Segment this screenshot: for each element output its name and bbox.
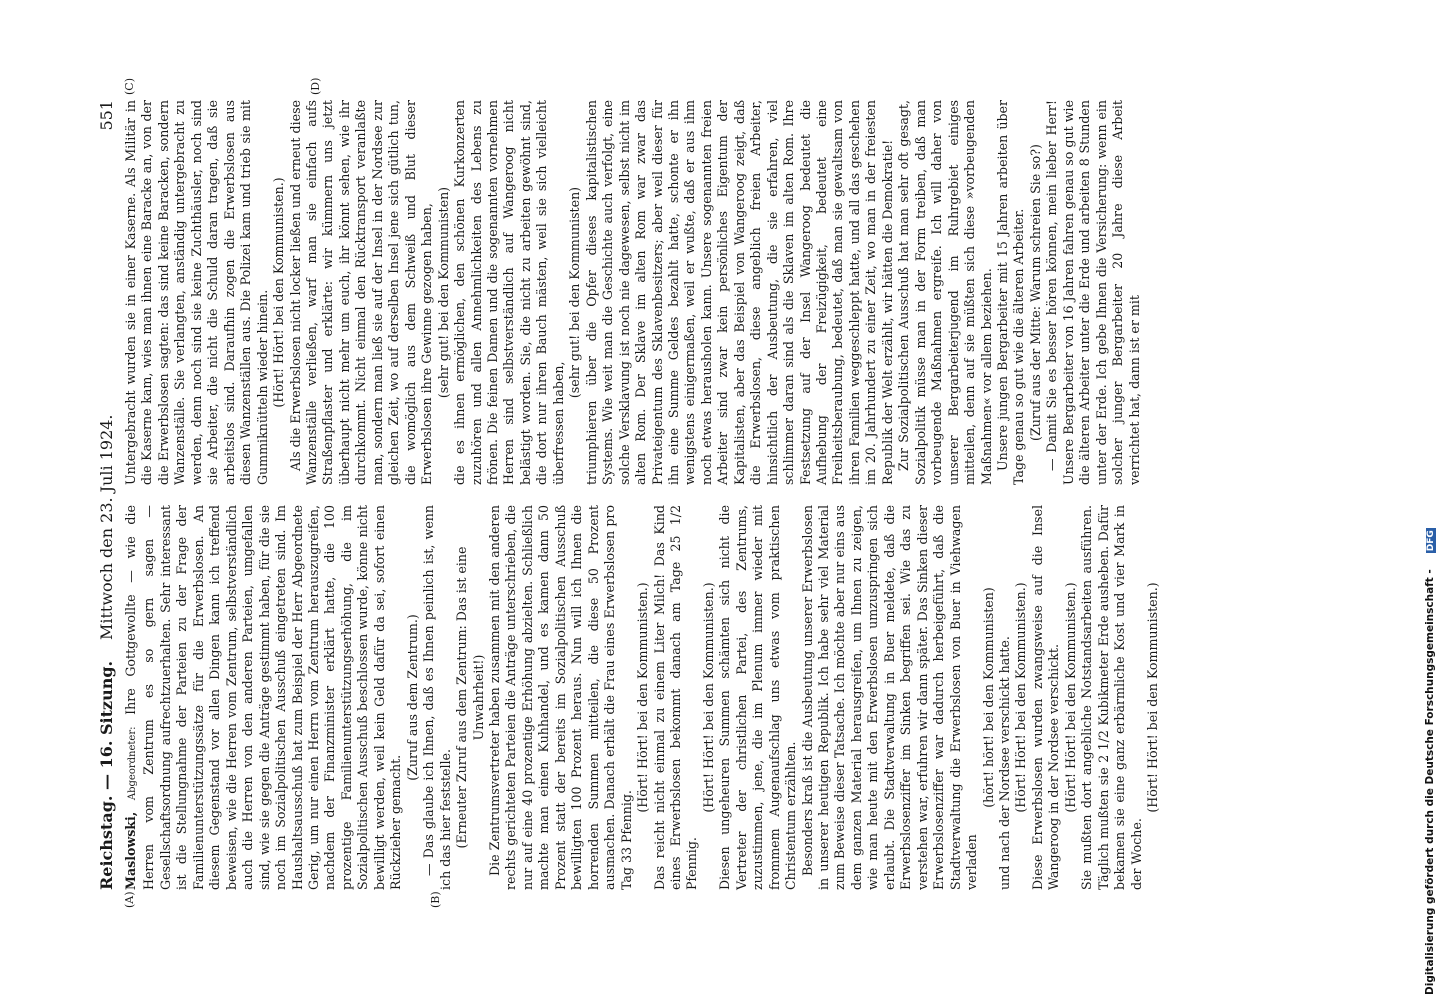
paragraph: Zur Sozialpolitischen Ausschuß hat man sehr oft gesagt, Sozialpolitik müsse man in der Form treiben, daß man vorbeugende Maßnahmen ergreife. Ich will daher von unserer Bergarbeiterjugend im Ruhrgebiet einiges mitteilen, denn auf sie müßten sich diese »vorbeugenden Maßnahmen« vor allem beziehen. — [896, 100, 994, 485]
header-date: Mittwoch den 23. Juli 1924. — [97, 414, 116, 640]
paragraph: die es ihnen ermöglichen, den schönen Kurkonzerten zuzuhören und allen Annehmlichkeiten des Lebens zu frönen. Die feinen Damen und die sogenannten vornehmen Herren sind selbstverständlich auf Wangeroog nicht belästigt worden. Sie, die nicht zu arbeiten gewöhnt sind, die dort nur ihren Bauch mästen, weil sie sich vielleicht überfressen haben, — [452, 100, 566, 485]
paragraph: Diesen ungeheuren Summen schämten sich nicht die Vertreter der christlichen Partei, des Zentrums, zuzustimmen, jene, die im Plenum immer wieder mit frommem Augenaufschlag uns etwas vom praktischen Christentum erzählten. — [717, 505, 799, 890]
interjection: (Hört! Hört! bei den Kommunisten.) — [635, 582, 651, 813]
interjection: (Hört! Hört! bei den Kommunisten.) — [1145, 582, 1161, 813]
paragraph: triumphieren über die Opfer dieses kapitalistischen Systems. Wie weit man die Geschichte auch verfolgt, eine solche Versklavung ist noch nie dagewesen, selbst nicht im alten Rom. Der Sklave im alten Rom war zwar das Privateigentum des Sklavenbesitzers; aber weil dieser für ihn eine Summe Geldes bezahlt hatte, schonte er ihn wenigstens einigermaßen, weil er wußte, daß er aus ihm noch etwas herausholen kann. Unsere sogenannten freien Arbeiter sind zwar kein persönliches Eigentum der Kapitalisten, aber das Beispiel von Wangeroog zeigt, daß die Erwerbslosen, diese angeblich freien Arbeiter, hinsichtlich der Ausbeutung, die sie erfahren, viel schlimmer daran sind als die Sklaven im alten Rom. Ihre Festsetzung auf der Insel Wangeroog bedeutet die Aufhebung der Freizügigkeit, bedeutet eine Freiheitsberaubung, bedeutet, daß man sie gewaltsam von ihren Familien weggeschleppt hatte, und all das geschehen im 20. Jahrhundert zu einer Zeit, wo man in der freiesten Republik der Welt erzählt, wir hätten die Demokratie! — [583, 100, 895, 485]
margin-marker-d: (D) — [309, 77, 322, 95]
interjection: (Hört! Hört! bei den Kommunisten.) — [271, 177, 287, 408]
paragraph: Unsere jungen Bergarbeiter mit 15 Jahren arbeiten über Tage genau so gut wie die älteren Arbeiter. — [995, 100, 1027, 485]
interjection: (sehr gut! bei den Kommunisten) — [567, 186, 583, 399]
paragraph-text: Ihre Gottgewollte — wie die Herren vom Zentrum es so gern sagen — Gesellschaftsordnung aufrechtzuerhalten. Sehr interessant ist die Stellungnahme der Parteien zu der Frage der Familienunterstützungssätze für die Erwerbslosen. An diesem Gegenstand vor allen Dingen kann ich treffend beweisen, wie die Herren vom Zentrum, selbstverständlich auch die Herren von den anderen Parteien, umgefallen sind, wie sie gegen die Anträge gestimmt haben, für die sie noch im Sozialpolitischen Ausschuß eingetreten sind. Im Haushaltsausschuß hat zum Beispiel der Herr Abgeordnete Gerig, um nur einen Herrn vom Zentrum herauszugreifen, nachdem der Finanzminister erklärt hatte, die 100 prozentige Familienunterstützungserhöhung, die im Sozialpolitischen Ausschuß beschlossen wurde, könne nicht bewilligt werden, weil kein Geld dafür da sei, sofort einen Rückzieher gemacht. — [123, 505, 404, 890]
speaker-name: Maslowski, — [123, 811, 138, 890]
speaker-role: Abgeordneter: — [127, 726, 138, 801]
paragraph: — Damit Sie es besser hören können, mein lieber Herr! Unsere Bergarbeiter von 16 Jahren fahren genau so gut wie die älteren Arbeiter unter die Erde und arbeiten 8 Stunden unter der Erde. Ich gebe Ihnen die Versicherung: wenn ein solcher junger Bergarbeiter 20 Jahre diese Arbeit verrichtet hat, dann ist er mit — [1044, 100, 1142, 485]
page-number: 551 — [97, 100, 116, 131]
paragraph: Sie mußten dort angebliche Notstandsarbeiten ausführen. Täglich mußten sie 2 1/2 Kubikmeter Erde ausheben. Dafür bekamen sie eine ganz erbärmliche Kost und vier Mark in der Woche. — [1079, 505, 1144, 890]
interjection: (sehr gut! bei den Kommunisten) — [435, 186, 451, 399]
paragraph: Besonders kraß ist die Ausbeutung unserer Erwerbslosen in unserer heutigen Republik. Ich habe sehr viel Material zum Beweise dieser Tatsache. Ich möchte aber nur eins aus dem ganzen Material herausgreifen, um Ihnen zu zeigen, wie man heute mit den Erwerbslosen umzuspringen sich erlaubt. Die Stadtverwaltung in Buer meldete, daß die Erwerbslosenziffer im Sinken begriffen sei. Wie das zu verstehen war, erfuhren wir dann später. Das Sinken dieser Erwerbslosenziffer war dadurch herbeigeführt, daß die Stadtverwaltung die Erwerbslosen von Buer in Viehwagen verladen — [799, 505, 980, 890]
document-page — [95, 77, 1161, 908]
interjection: (Hört! Hört! bei den Kommunisten.) — [1013, 582, 1029, 813]
interjection: (hört! hört! bei den Kommunisten) — [980, 587, 996, 808]
interjection: (Zuruf aus dem Zentrum.) — [404, 614, 420, 781]
paragraph — [123, 505, 405, 890]
header-session: Reichstag. — 16. Sitzung. — [97, 660, 116, 890]
credit-text: Digitalisierung gefördert durch die Deutsche Forschungsgemeinschaft - — [1424, 569, 1436, 995]
dfg-logo: DFG — [1426, 530, 1436, 552]
paragraph: — Das glaube ich Ihnen, daß es Ihnen peinlich ist, wenn ich das hier feststelle. — [421, 505, 453, 890]
page-header — [95, 100, 119, 900]
interjection: (Hört! Hört! bei den Kommunisten.) — [1062, 582, 1078, 813]
text-column-left — [123, 505, 1161, 890]
paragraph: Die Zentrumsvertreter haben zusammen mit den anderen rechts gerichteten Parteien die Anträge unterschrieben, die nur auf eine 40 prozentige Erhöhung abzielten. Schließlich machte man einen Kuhhandel, und es kamen dann 50 Prozent statt der bereits im Sozialpolitischen Ausschuß bewilligten 100 Prozent heraus. Nun will ich Ihnen die horrenden Summen mitteilen, die diese 50 Prozent ausmachen. Danach erhält die Frau eines Erwerbslosen pro Tag 33 Pfennig. — [486, 505, 634, 890]
paragraph: Diese Erwerbslosen wurden zwangsweise auf die Insel Wangeroog in der Nordsee verschickt. — [1029, 505, 1062, 890]
paragraph: Das reicht nicht einmal zu einem Liter Milch! Das Kind eines Erwerbslosen bekommt danach am Tage 25 1/2 Pfennig. — [651, 505, 700, 890]
margin-marker-b: (B) — [429, 891, 442, 908]
interjection: (Erneuter Zuruf aus dem Zentrum: Das ist eine Unwahrheit!) — [454, 546, 486, 849]
paragraph: Untergebracht wurden sie in einer Kaserne. Als Militär in die Kaserne kam, wies man ihnen eine Baracke an, von der die Erwerbslosen sagten: das sind keine Baracken, sondern Wanzenställe. Sie verlangten, anständig untergebracht zu werden, denn noch sind sie keine Zuchthäusler, noch sind sie Arbeiter, die nicht die Schuld daran tragen, daß sie arbeitslos sind. Daraufhin zogen die Erwerbslosen aus diesen Wanzenställen aus. Die Polizei kam und trieb sie mit Gummiknütteln wieder hinein. — [123, 100, 270, 485]
interjection: (Hört! Hört! bei den Kommunisten.) — [700, 582, 716, 813]
margin-marker-c: (C) — [123, 78, 136, 95]
paragraph: Als die Erwerbslosen nicht locker ließen und erneut diese Wanzenställe verließen, warf man sie einfach aufs Straßenpflaster und erklärte: wir kümmern uns jetzt überhaupt nicht mehr um euch, ihr könnt sehen, wie ihr durchkommt. Nicht einmal den Rücktransport veranlaßte man, sondern man ließ sie auf der Insel in der Nordsee zur gleichen Zeit, wo auf derselben Insel jene sich gütlich tun, die womöglich aus dem Schweiß und Blut dieser Erwerbslosen ihre Gewinne gezogen haben, — [287, 100, 435, 485]
margin-marker-a: (A) — [123, 891, 136, 908]
text-column-right — [123, 100, 1142, 485]
interjection: (Zuruf aus der Mitte: Warum schreien Sie so?) — [1027, 144, 1043, 441]
digitization-credit — [1424, 5, 1440, 995]
paragraph: und nach der Nordsee verschickt hatte. — [997, 636, 1013, 890]
